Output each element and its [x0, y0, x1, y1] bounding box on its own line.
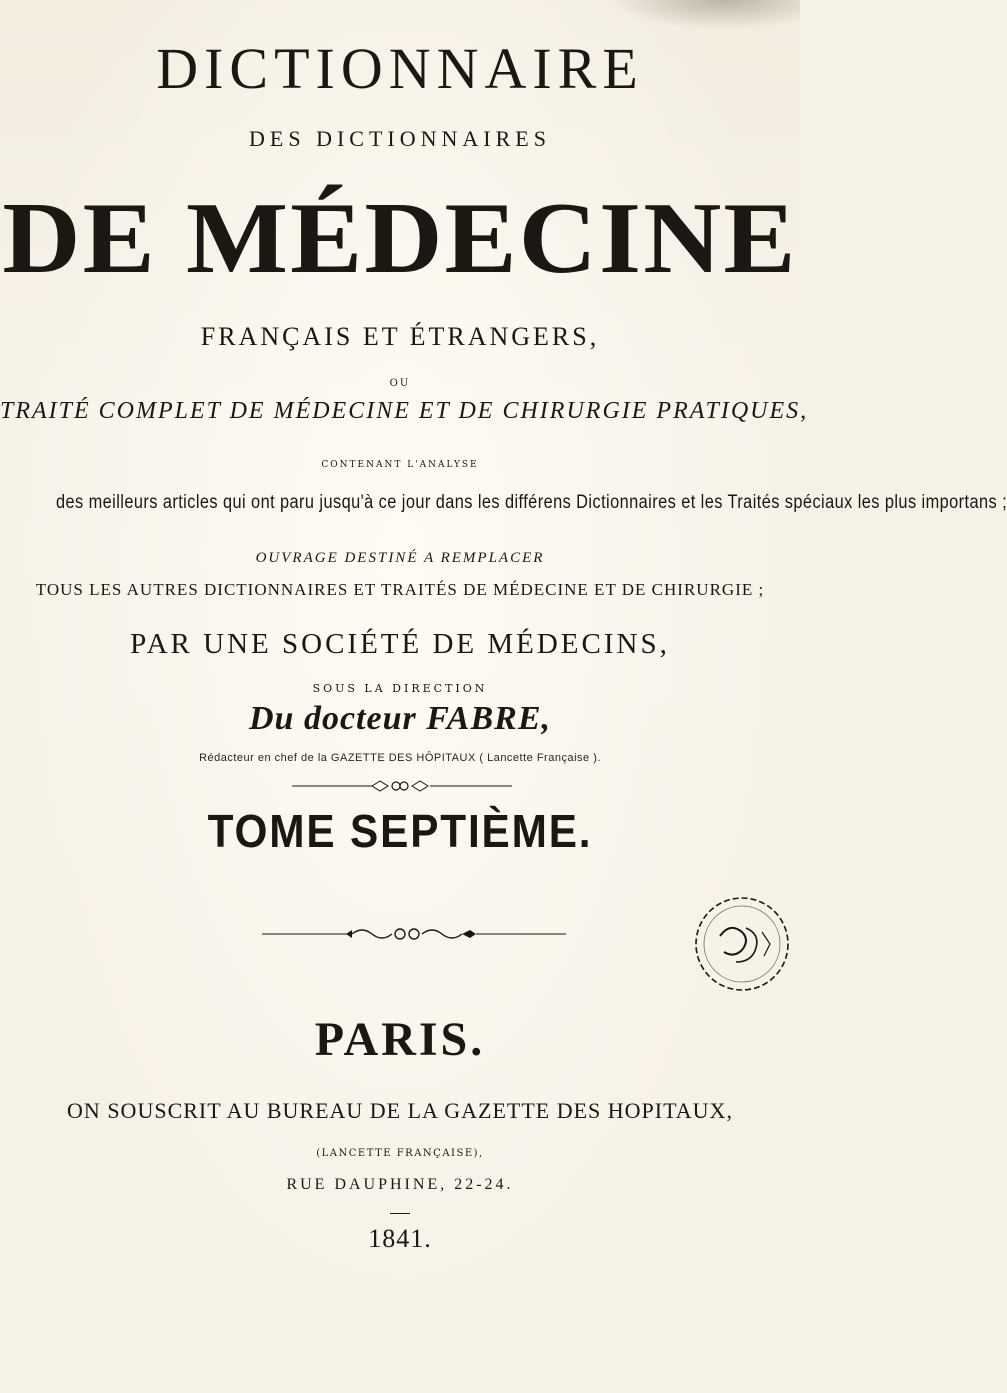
- imprint-city-paris: PARIS.: [314, 1013, 486, 1066]
- library-stamp: [690, 892, 794, 996]
- title-de-medecine: DE MÉDECINE: [2, 182, 798, 295]
- imprint-souscrit: ON SOUSCRIT AU BUREAU DE LA GAZETTE DES HOPITAUX,: [67, 1098, 733, 1123]
- author-societe: PAR UNE SOCIÉTÉ DE MÉDECINS,: [130, 628, 670, 660]
- separator-dash: [390, 1213, 410, 1214]
- alternate-title-traite: TRAITÉ COMPLET DE MÉDECINE ET DE CHIRURGIE PRATIQUES,: [0, 398, 809, 424]
- conjunction-ou: OU: [389, 378, 411, 389]
- editor-credentials: Rédacteur en chef de la GAZETTE DES HÔPITAUX ( Lancette Française ).: [199, 752, 601, 764]
- paper-stain: [610, 0, 800, 30]
- sous-la-direction: SOUS LA DIRECTION: [312, 682, 488, 695]
- contenant-label: CONTENANT L'ANALYSE: [321, 460, 479, 470]
- imprint-address: RUE DAUPHINE, 22-24.: [286, 1176, 514, 1193]
- editor-docteur-fabre: Du docteur FABRE,: [249, 700, 551, 737]
- volume-tome-septieme: TOME SEPTIÈME.: [207, 805, 593, 857]
- imprint-lancette: (LANCETTE FRANÇAISE),: [316, 1148, 484, 1159]
- ornament-divider-bottom: [0, 924, 800, 944]
- main-title-dictionnaire: DICTIONNAIRE: [156, 36, 644, 101]
- tous-les-autres: TOUS LES AUTRES DICTIONNAIRES ET TRAITÉS DE MÉDECINE ET DE CHIRURGIE ;: [35, 580, 765, 599]
- ornament-divider-top: [0, 778, 800, 794]
- subtitle-francais-etrangers: FRANÇAIS ET ÉTRANGERS,: [200, 322, 600, 351]
- imprint-year: 1841.: [368, 1224, 432, 1253]
- subtitle-des-dictionnaires: DES DICTIONNAIRES: [249, 126, 551, 151]
- description-meilleurs-articles: des meilleurs articles qui ont paru jusqu'à ce jour dans les différens Dictionnaires et les Traités spéciaux les plus importans ;: [56, 492, 1007, 513]
- ouvrage-destine: OUVRAGE DESTINÉ A REMPLACER: [255, 550, 545, 566]
